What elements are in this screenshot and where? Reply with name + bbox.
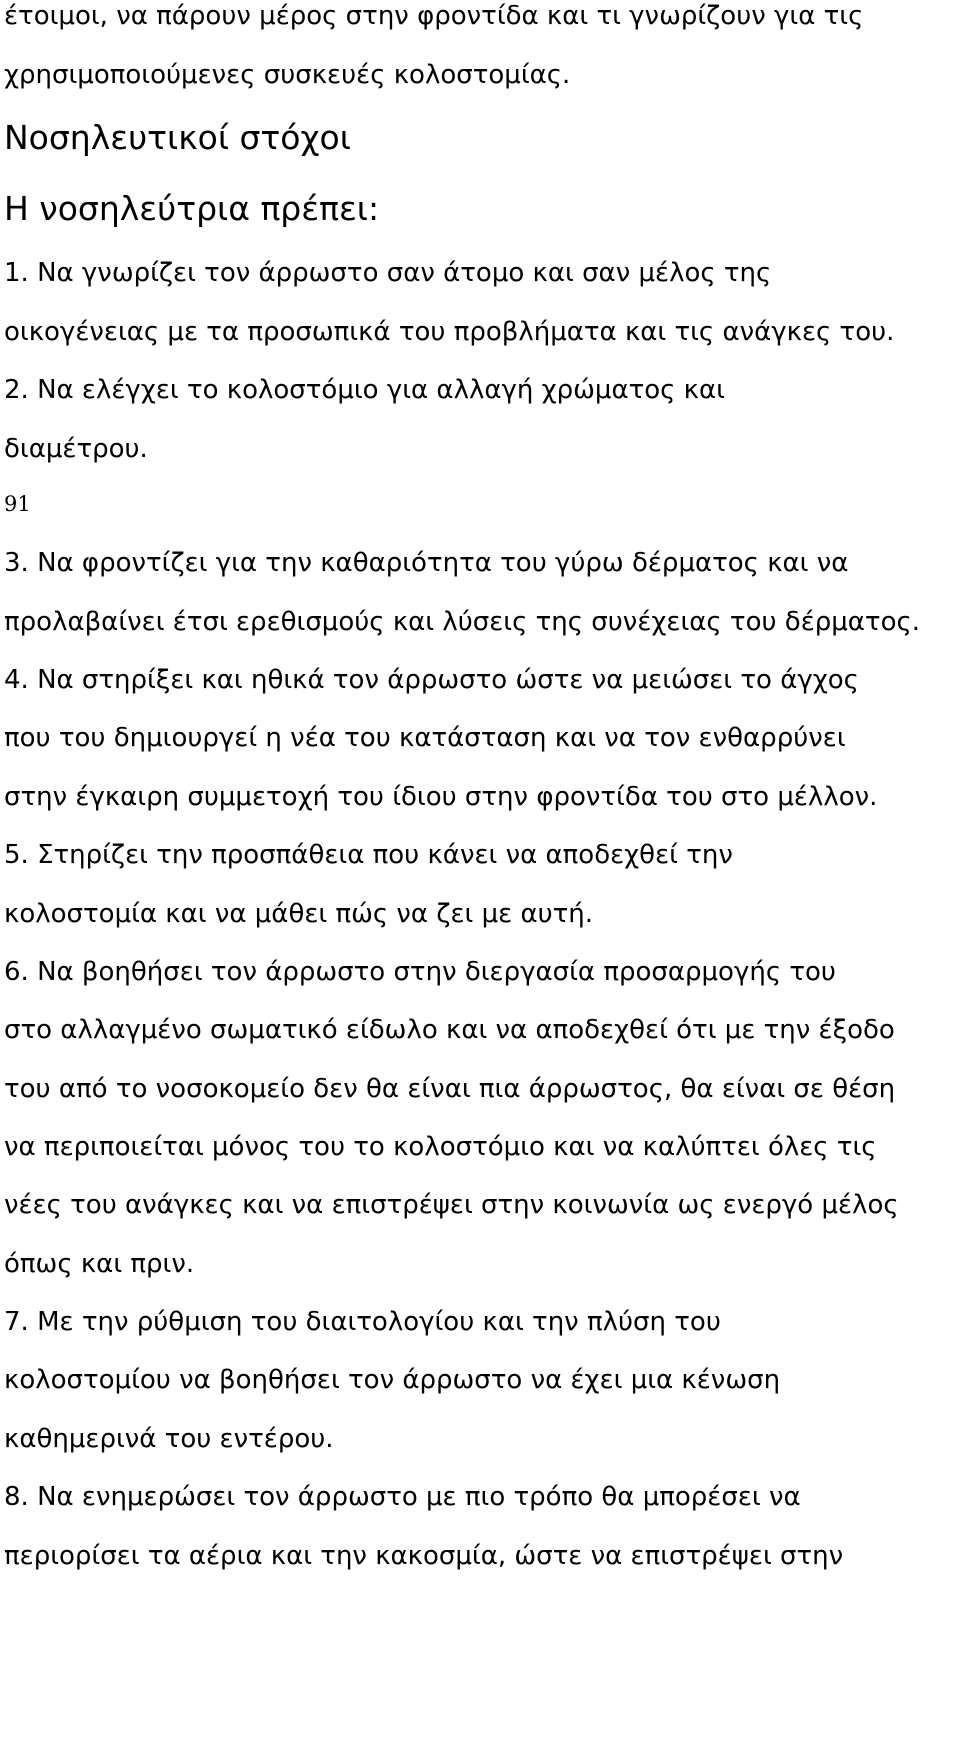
item-6-line-5: νέες του ανάγκες και να επιστρέψει στην κοινωνία ως ενεργό μέλος	[4, 1190, 899, 1220]
item-6-line-6: όπως και πριν.	[4, 1249, 195, 1279]
item-8-line-1: 8. Να ενημερώσει τον άρρωστο με πιο τρόπο θα μπορέσει να	[4, 1482, 801, 1512]
heading-nurse-must: Η νοσηλεύτρια πρέπει:	[4, 189, 380, 228]
item-1-line-1: 1. Να γνωρίζει τον άρρωστο σαν άτομο και σαν μέλος της	[4, 258, 772, 288]
item-7-line-1: 7. Με την ρύθμιση του διαιτολογίου και την πλύση του	[4, 1307, 721, 1337]
intro-line-2: χρησιμοποιούμενες συσκευές κολοστομίας.	[4, 60, 571, 90]
item-7-line-3: καθημερινά του εντέρου.	[4, 1424, 334, 1454]
item-2-line-2: διαμέτρου.	[4, 434, 148, 464]
item-6-line-1: 6. Να βοηθήσει τον άρρωστο στην διεργασία προσαρμογής του	[4, 957, 836, 987]
item-8-line-2: περιορίσει τα αέρια και την κακοσμία, ώστε να επιστρέψει στην	[4, 1541, 844, 1571]
item-6-line-2: στο αλλαγμένο σωματικό είδωλο και να αποδεχθεί ότι με την έξοδο	[4, 1015, 895, 1045]
item-3-line-2: προλαβαίνει έτσι ερεθισμούς και λύσεις της συνέχειας του δέρματος.	[4, 607, 921, 637]
item-4-line-1: 4. Να στηρίξει και ηθικά τον άρρωστο ώστε να μειώσει το άγχος	[4, 665, 859, 695]
item-5-line-1: 5. Στηρίζει την προσπάθεια που κάνει να αποδεχθεί την	[4, 840, 733, 870]
item-1-line-2: οικογένειας με τα προσωπικά του προβλήματα και τις ανάγκες του.	[4, 317, 895, 347]
item-7-line-2: κολοστομίου να βοηθήσει τον άρρωστο να έχει μια κένωση	[4, 1365, 781, 1395]
item-4-line-3: στην έγκαιρη συμμετοχή του ίδιου στην φροντίδα του στο μέλλον.	[4, 782, 878, 812]
intro-line-1: έτοιμοι, να πάρουν μέρος στην φροντίδα και τι γνωρίζουν για τις	[4, 1, 864, 31]
item-3-line-1: 3. Να φροντίζει για την καθαριότητα του γύρω δέρματος και να	[4, 548, 849, 578]
item-6-line-3: του από το νοσοκομείο δεν θα είναι πια άρρωστος, θα είναι σε θέση	[4, 1074, 896, 1104]
item-4-line-2: που του δημιουργεί η νέα του κατάσταση και να τον ενθαρρύνει	[4, 723, 846, 753]
item-6-line-4: να περιποιείται μόνος του το κολοστόμιο και να καλύπτει όλες τις	[4, 1132, 877, 1162]
item-5-line-2: κολοστομία και να μάθει πώς να ζει με αυτή.	[4, 899, 594, 929]
item-2-line-1: 2. Να ελέγχει το κολοστόμιο για αλλαγή χρώματος και	[4, 375, 725, 405]
heading-nursing-goals: Νοσηλευτικοί στόχοι	[4, 118, 351, 157]
page-number: 91	[4, 492, 31, 516]
